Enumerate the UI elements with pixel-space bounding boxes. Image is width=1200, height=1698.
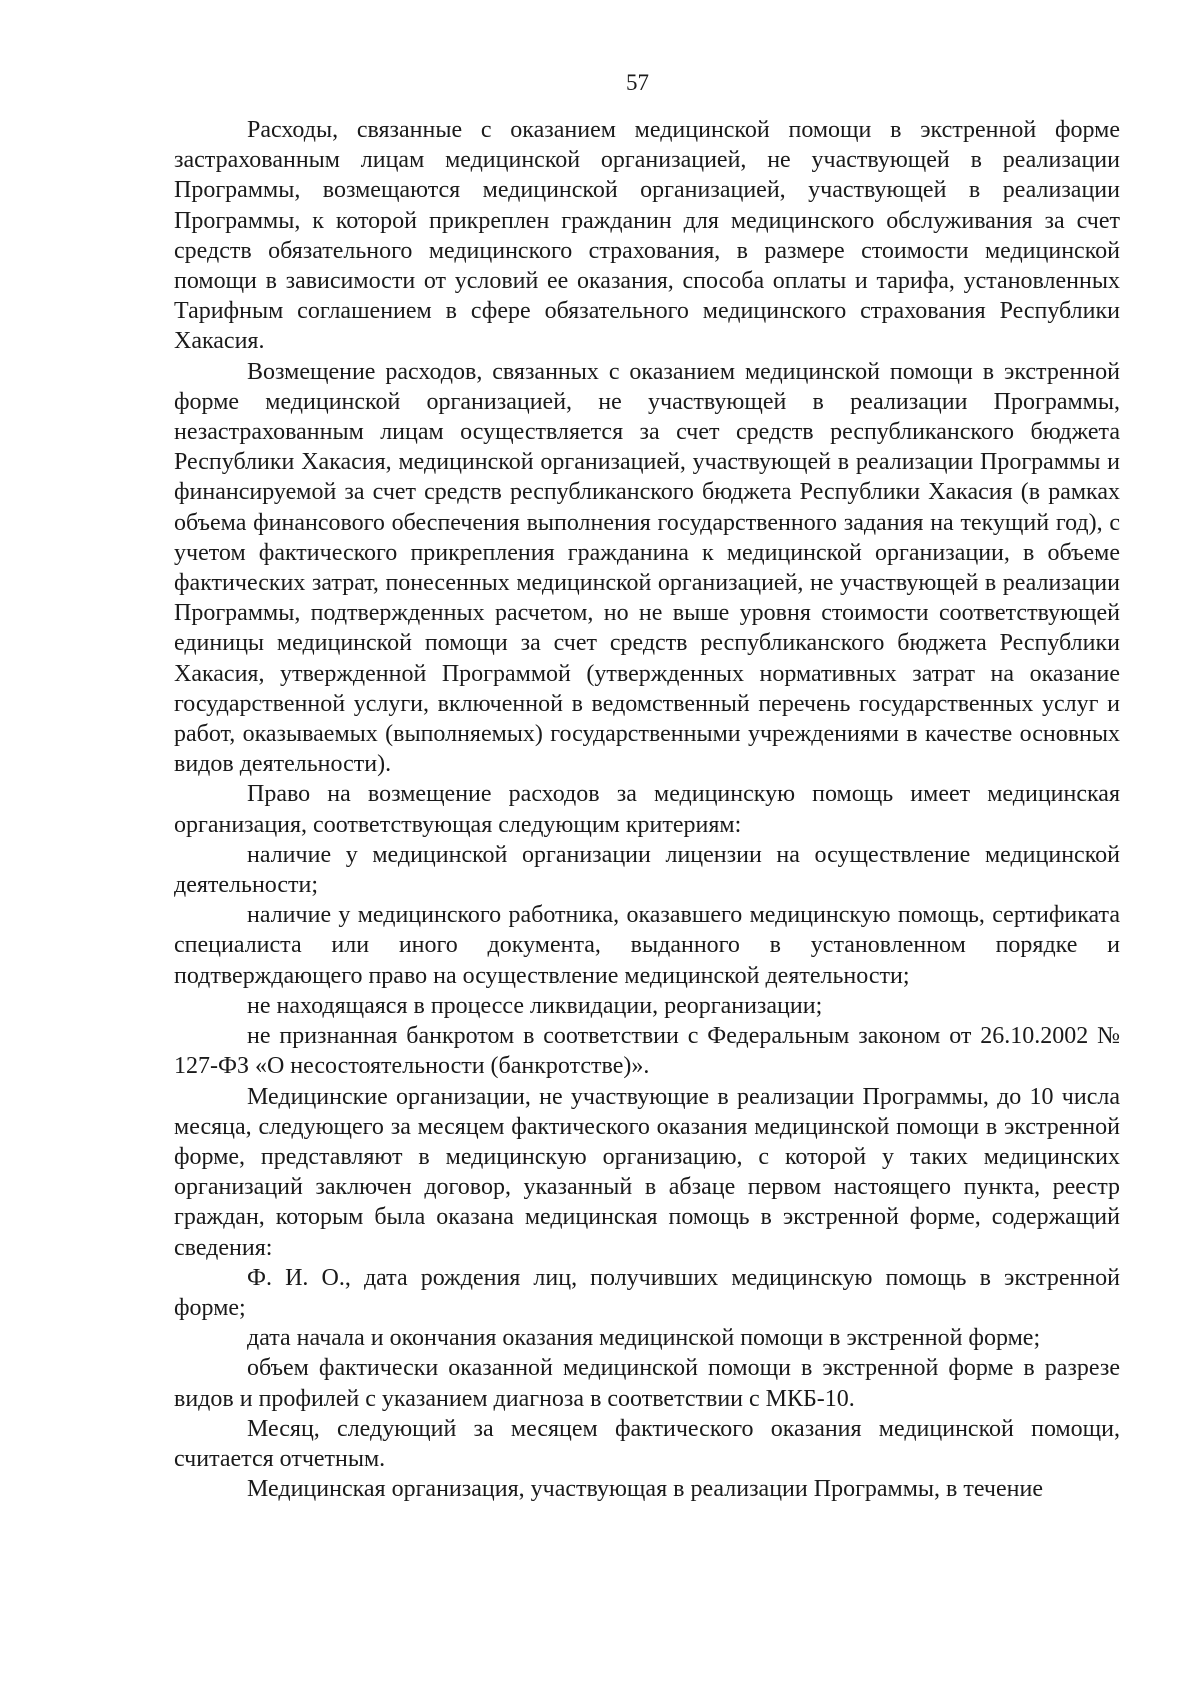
paragraph-10: дата начала и окончания оказания медицинской помощи в экстренной форме;	[247, 1325, 1041, 1352]
document-body	[174, 115, 1120, 1504]
paragraph-7: не признанная банкротом в соответствии с Федеральным законом от 26.10.2002 № 127-ФЗ «О несостоятельности (банкротстве)».	[174, 1023, 1120, 1080]
paragraph-12: Месяц, следующий за месяцем фактического оказания медицинской помощи, считается отчетным.	[174, 1415, 1120, 1472]
paragraph-3: Право на возмещение расходов за медицинскую помощь имеет медицинская организация, соответствующая следующим критериям:	[174, 781, 1120, 838]
paragraph-2: Возмещение расходов, связанных с оказанием медицинской помощи в экстренной форме медицинской организацией, не участвующей в реализации Программы, незастрахованным лицам осуществляется за счет средств республиканского бюджета Республики Хакасия, медицинской организацией, участвующей в реализации Программы и финансируемой за счет средств республиканского бюджета Республики Хакасия (в рамках объема финансового обеспечения выполнения государственного задания на текущий год), с учетом фактического прикрепления гражданина к медицинской организации, в объеме фактических затрат, понесенных медицинской организацией, не участвующей в реализации Программы, подтвержденных расчетом, но не выше уровня стоимости соответствующей единицы медицинской помощи за счет средств республиканского бюджета Республики Хакасия, утвержденной Программой (утвержденных нормативных затрат на оказание государственной услуги, включенной в ведомственный перечень государственных услуг и работ, оказываемых (выполняемых) государственными учреждениями в качестве основных видов деятельности).	[174, 358, 1120, 778]
page-number: 57	[626, 70, 649, 95]
paragraph-9: Ф. И. О., дата рождения лиц, получивших медицинскую помощь в экстренной форме;	[174, 1264, 1120, 1321]
paragraph-6: не находящаяся в процессе ликвидации, реорганизации;	[247, 992, 823, 1019]
paragraph-5: наличие у медицинского работника, оказавшего медицинскую помощь, сертификата специалиста или иного документа, выданного в установленном порядке и подтверждающего право на осуществление медицинской деятельности;	[174, 902, 1120, 989]
paragraph-4: наличие у медицинской организации лицензии на осуществление медицинской деятельности;	[174, 841, 1120, 899]
paragraph-11: объем фактически оказанной медицинской помощи в экстренной форме в разрезе видов и профилей с указанием диагноза в соответствии с МКБ-10.	[174, 1355, 1120, 1412]
paragraph-1: Расходы, связанные с оказанием медицинской помощи в экстренной форме застрахованным лицам медицинской организацией, не участвующей в реализации Программы, возмещаются медицинской организацией, участвующей в реализации Программы, к которой прикреплен гражданин для медицинского обслуживания за счет средств обязательного медицинского страхования, в размере стоимости медицинской помощи в зависимости от условий ее оказания, способа оплаты и тарифа, установленных Тарифным соглашением в сфере обязательного медицинского страхования Республики Хакасия.	[174, 117, 1120, 355]
paragraph-8: Медицинские организации, не участвующие в реализации Программы, до 10 числа месяца, следующего за месяцем фактического оказания медицинской помощи в экстренной форме, представляют в медицинскую организацию, с которой у таких медицинских организаций заключен договор, указанный в абзаце первом настоящего пункта, реестр граждан, которым была оказана медицинская помощь в экстренной форме, содержащий сведения:	[174, 1083, 1120, 1261]
paragraph-13: Медицинская организация, участвующая в реализации Программы, в течение	[247, 1476, 1043, 1503]
